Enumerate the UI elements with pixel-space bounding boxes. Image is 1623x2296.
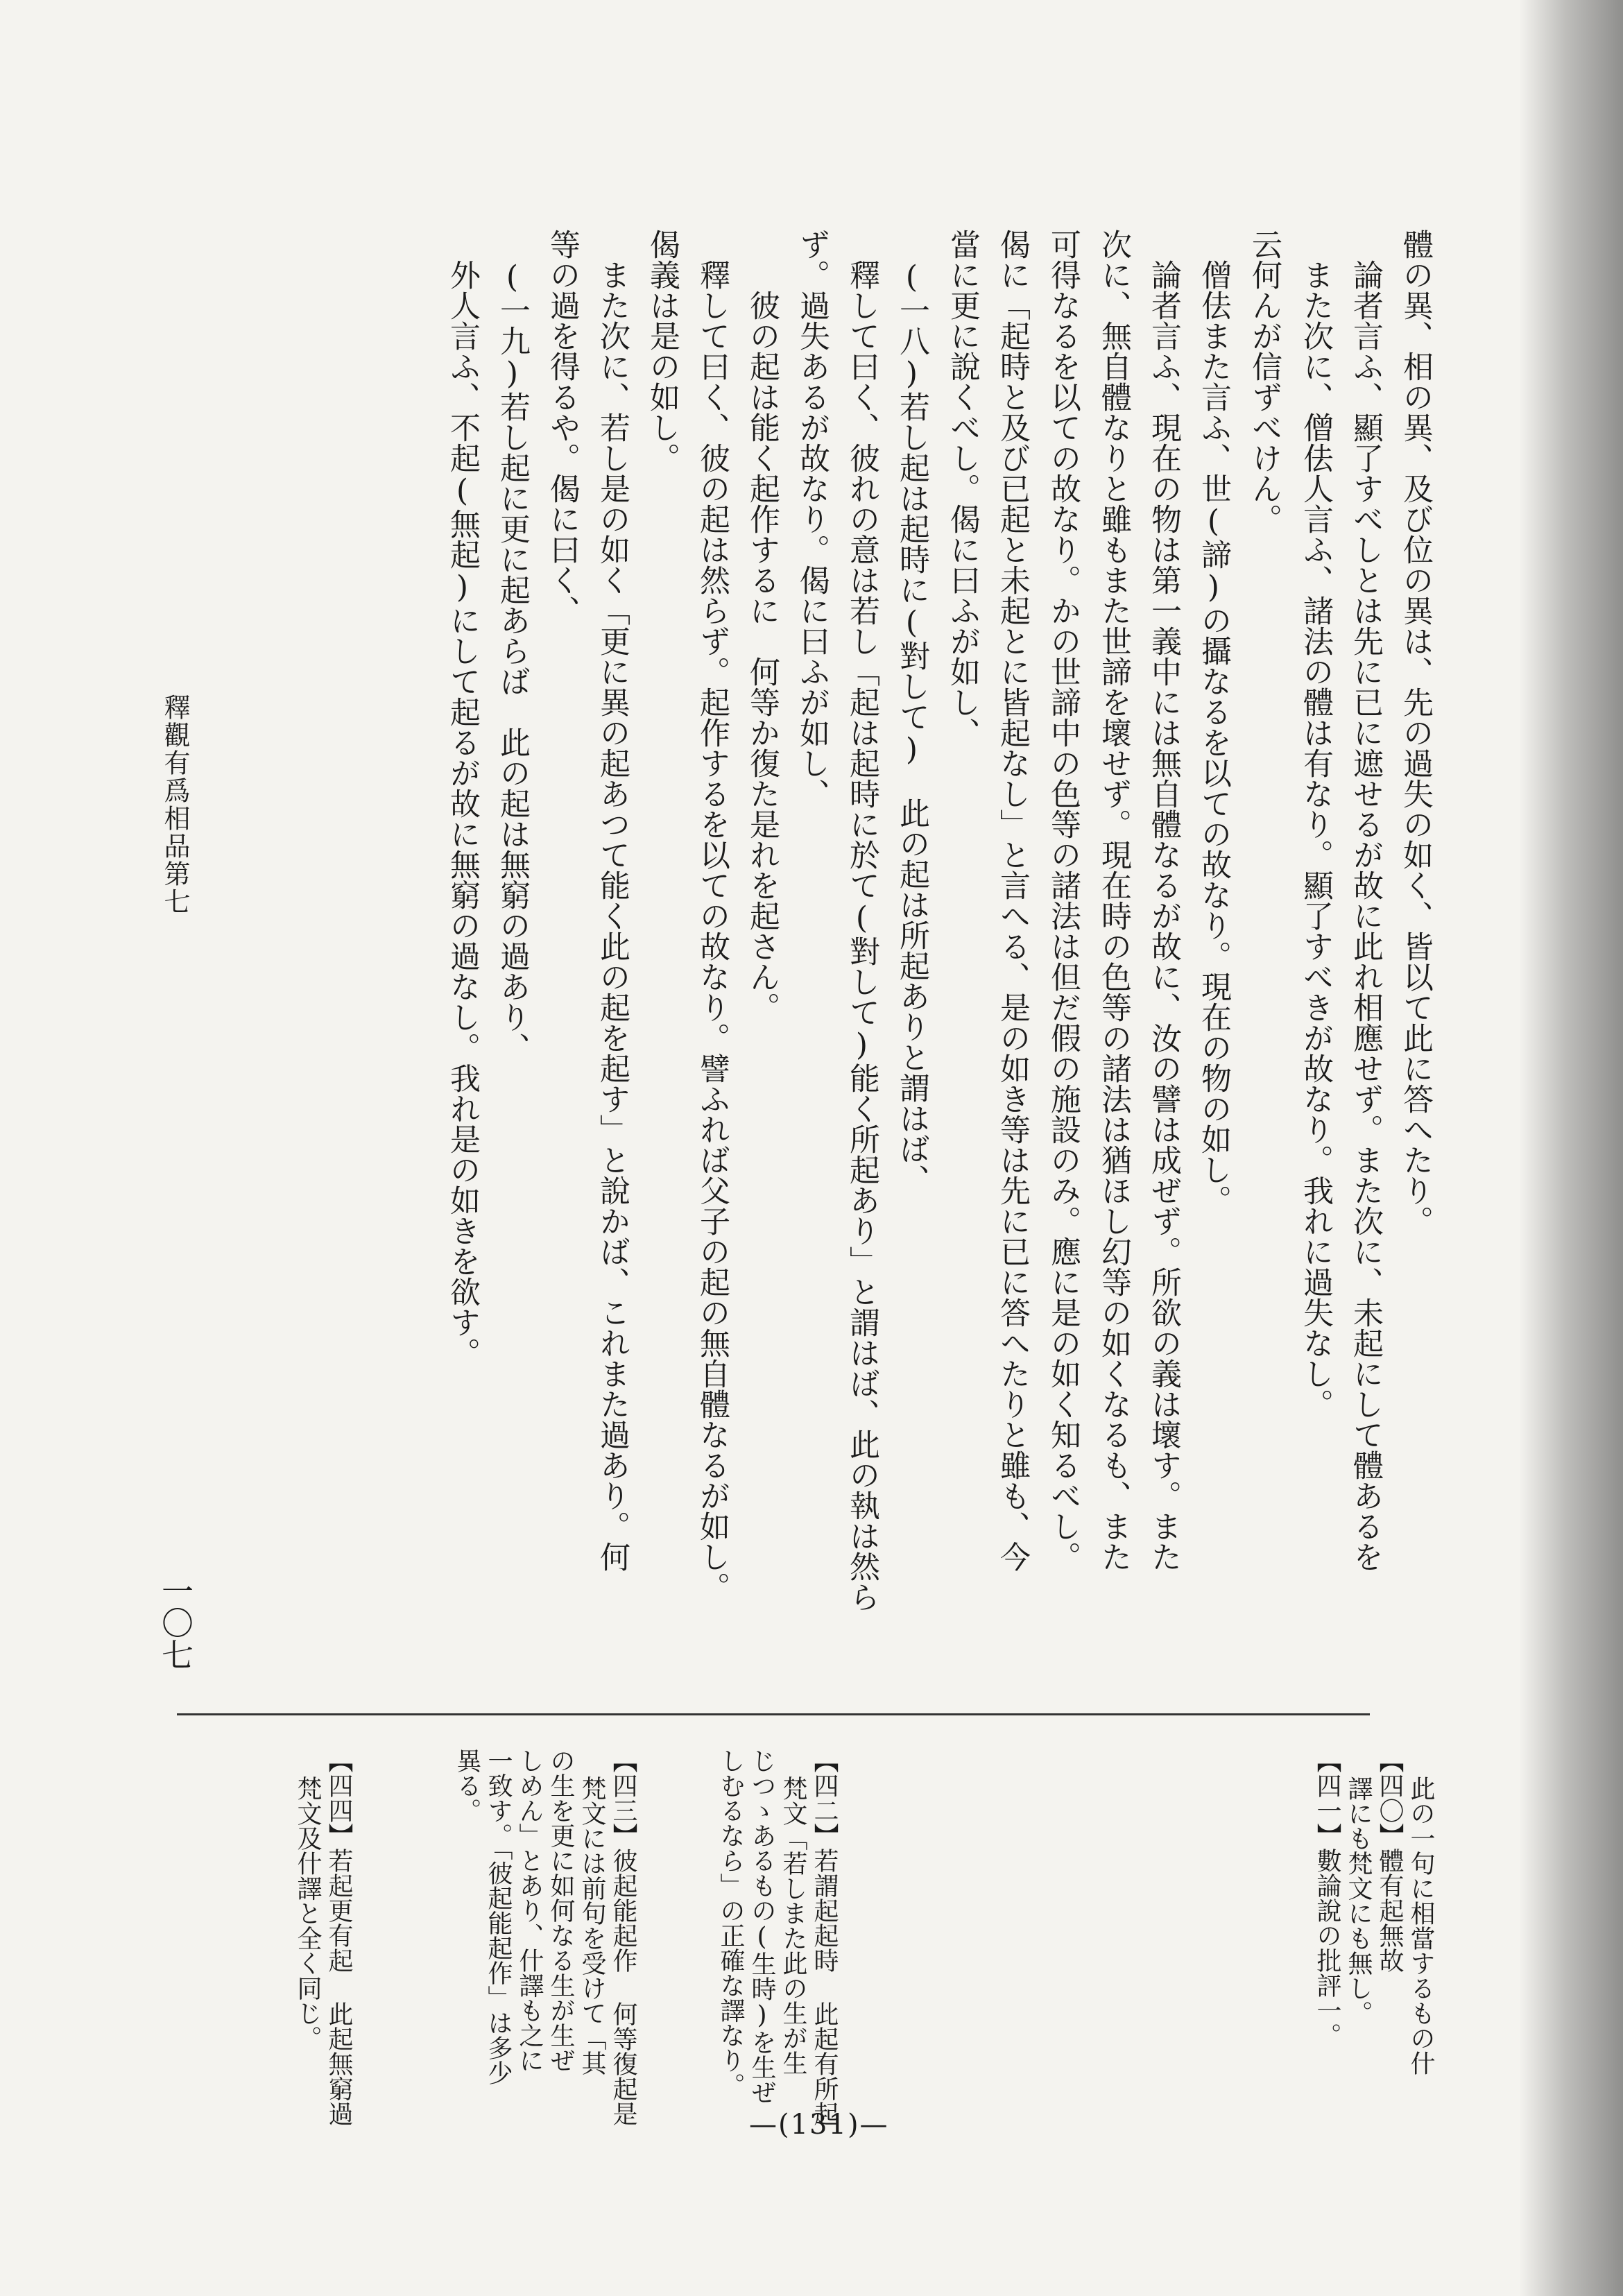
- main-line-4: 體の異、相の異、及び位の異は、先の過失の如く、皆以て此に答へたり。: [1398, 229, 1433, 1236]
- note-44-head: 【四四】若起更有起 此起無窮過: [325, 1748, 353, 2126]
- main-line-9: 偈に「起時と及び已起と未起とに皆起なし」と言へる、是の如き等は先に已に答へたりと雖も、今: [995, 229, 1030, 1572]
- main-line-3: また次に、僧佉人言ふ、諸法の體は有なり。顯了すべきが故なり。我れに過失なし。: [1298, 259, 1333, 1419]
- note-42-line-2: じつゝあるもの(生時)を生ぜ: [748, 1748, 776, 2105]
- main-line-17: また次に、若し是の如く「更に異の起あつて能く此の起を起す」と說かば、これまた過あり。何: [594, 259, 630, 1572]
- notes-divider: [177, 1713, 1370, 1715]
- main-line-16: 偈義は是の如し。: [644, 229, 680, 473]
- note-42-head: 【四二】若謂起起時 此起有所起: [810, 1748, 839, 2126]
- main-line-2: 論者言ふ、顯了すべしとは先に已に遮せるが故に此れ相應せず。また次に、未起にして體あるを: [1348, 259, 1383, 1572]
- note-44-line-1: 梵文及什譯と全く同じ。: [293, 1776, 322, 2050]
- note-43-line-5: 異る。: [453, 1748, 481, 1823]
- note-43-line-3: しめん」とあり、什譯も之に: [515, 1748, 544, 2073]
- note-43-line-1: 梵文には前句を受けて「其: [578, 1776, 606, 2075]
- main-line-1: 云何んが信ずべけん。: [1246, 229, 1282, 534]
- scan-shadow-edge: [1519, 0, 1623, 2296]
- note-42-line-3: しむるなら」の正確な譯なり。: [716, 1748, 745, 2098]
- main-line-20: 外人言ふ、不起(無起)にして起るが故に無窮の過なし。我れ是の如きを欲す。: [445, 259, 480, 1368]
- note-43-head: 【四三】彼起能起作 何等復起是: [609, 1748, 637, 2126]
- note-43-line-2: の生を更に如何なる生が生ぜ: [547, 1748, 575, 2073]
- running-head: 釋觀有爲相品第七: [160, 694, 190, 916]
- main-line-18: 等の過を得るや。偈に曰く、: [544, 229, 580, 626]
- note-41: 【四一】數論說の批評一。: [1313, 1748, 1341, 2048]
- main-line-15: 釋して曰く、彼の起は然らず。起作するを以ての故なり。譬ふれば父子の起の無自體なるが如し。: [694, 259, 730, 1602]
- note-40-head: 【四〇】體有起無故: [1375, 1748, 1404, 1973]
- main-line-5: 僧佉また言ふ、世(諦)の攝なるを以ての故なり。現在の物の如し。: [1196, 259, 1231, 1215]
- main-line-6: 論者言ふ、現在の物は第一義中には無自體なるが故に、汝の譬は成ぜず。所欲の義は壞す。また: [1146, 259, 1181, 1572]
- verse-19: (一九)若し起に更に起あらば 此の起は無窮の過あり、: [495, 259, 530, 1063]
- main-line-7: 次に、無自體なりと雖もまた世諦を壞せず。現在時の色等の諸法は猶ほし幻等の如くなるも、また: [1096, 229, 1131, 1572]
- verse-18-second-half: 彼の起は能く起作するに 何等か復た是れを起さん。: [744, 290, 780, 1022]
- note-42-line-1: 梵文「若しまた此の生が生: [779, 1776, 807, 2075]
- page-number-japanese: 一〇七: [157, 1575, 194, 1670]
- note-40-line-2: 譯にも梵文にも無し。: [1344, 1776, 1373, 2025]
- verse-18: (一八)若し起は起時に(對して) 此の起は所起ありと謂はば、: [894, 259, 929, 1194]
- main-line-10: 當に更に說くべし。偈に曰ふが如し、: [945, 229, 980, 748]
- note-40-line-1: 此の一句に相當するもの什: [1407, 1776, 1435, 2075]
- main-line-12: 釋して曰く、彼れの意は若し「起は起時に於て(對して)能く所起あり」と謂はば、此の執は然ら: [844, 259, 879, 1612]
- main-line-13: ず。過失あるが故なり。偈に曰ふが如し、: [794, 229, 830, 809]
- main-line-8: 可得なるを以ての故なり。かの世諦中の色等の諸法は但だ假の施設のみ。應に是の如く知るべし。: [1045, 229, 1081, 1572]
- note-43-line-4: 一致す。「彼起能起作」は多少: [484, 1748, 513, 2085]
- folio-number: —(131)—: [749, 2109, 889, 2141]
